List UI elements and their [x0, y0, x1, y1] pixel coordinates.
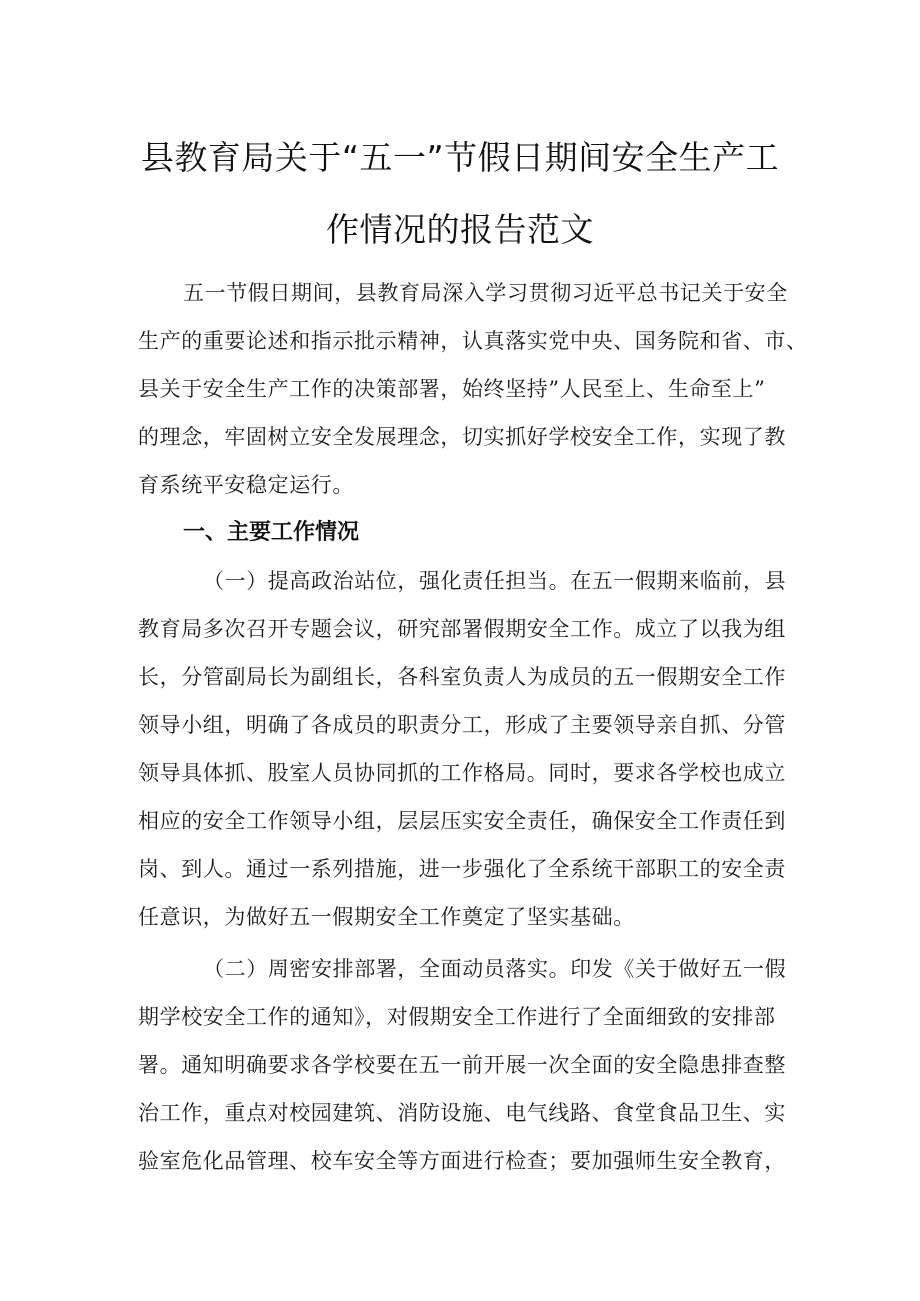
para1-line: 任意识，为做好五一假期安全工作奠定了坚实基础。	[138, 905, 635, 929]
intro-line: 生产的重要论述和指示批示精神，认真落实党中央、国务院和省、市、	[138, 329, 808, 353]
intro-line: 县关于安全生产工作的决策部署，始终坚持”人民至上、生命至上”	[138, 377, 766, 401]
intro-line: 育系统平安稳定运行。	[138, 473, 354, 497]
para1-line: 领导具体抓、股室人员协同抓的工作格局。同时，要求各学校也成立	[138, 761, 786, 785]
para1-line: （一）提高政治站位，强化责任担当。在五一假期来临前，县	[203, 569, 787, 593]
para2-line: 期学校安全工作的通知》，对假期安全工作进行了全面细致的安排部	[138, 1005, 776, 1029]
intro-line: 的理念，牢固树立安全发展理念，切实抓好学校安全工作，实现了教	[138, 425, 786, 449]
para1-line: 岗、到人。通过一系列措施，进一步强化了全系统干部职工的安全责	[138, 857, 786, 881]
para1-line: 教育局多次召开专题会议，研究部署假期安全工作。成立了以我为组	[138, 617, 786, 641]
para1-line: 相应的安全工作领导小组，层层压实安全责任，确保安全工作责任到	[138, 809, 786, 833]
para2-line: 验室危化品管理、校车安全等方面进行检查；要加强师生安全教育，	[138, 1149, 786, 1173]
para2-line: 治工作，重点对校园建筑、消防设施、电气线路、食堂食品卫生、实	[138, 1101, 786, 1125]
document-title-line-2: 作情况的报告范文	[326, 210, 594, 249]
para2-line: （二）周密安排部署，全面动员落实。印发《关于做好五一假	[203, 957, 787, 981]
intro-line: 五一节假日期间，县教育局深入学习贯彻习近平总书记关于安全	[183, 281, 788, 305]
para1-line: 领导小组，明确了各成员的职责分工，形成了主要领导亲自抓、分管	[138, 713, 786, 737]
para1-line: 长，分管副局长为副组长，各科室负责人为成员的五一假期安全工作	[138, 665, 786, 689]
section-heading: 一、主要工作情况	[183, 520, 360, 545]
para2-line: 署。通知明确要求各学校要在五一前开展一次全面的安全隐患排查整	[138, 1053, 786, 1077]
document-title-line-1: 县教育局关于“五一”节假日期间安全生产工	[140, 138, 780, 177]
